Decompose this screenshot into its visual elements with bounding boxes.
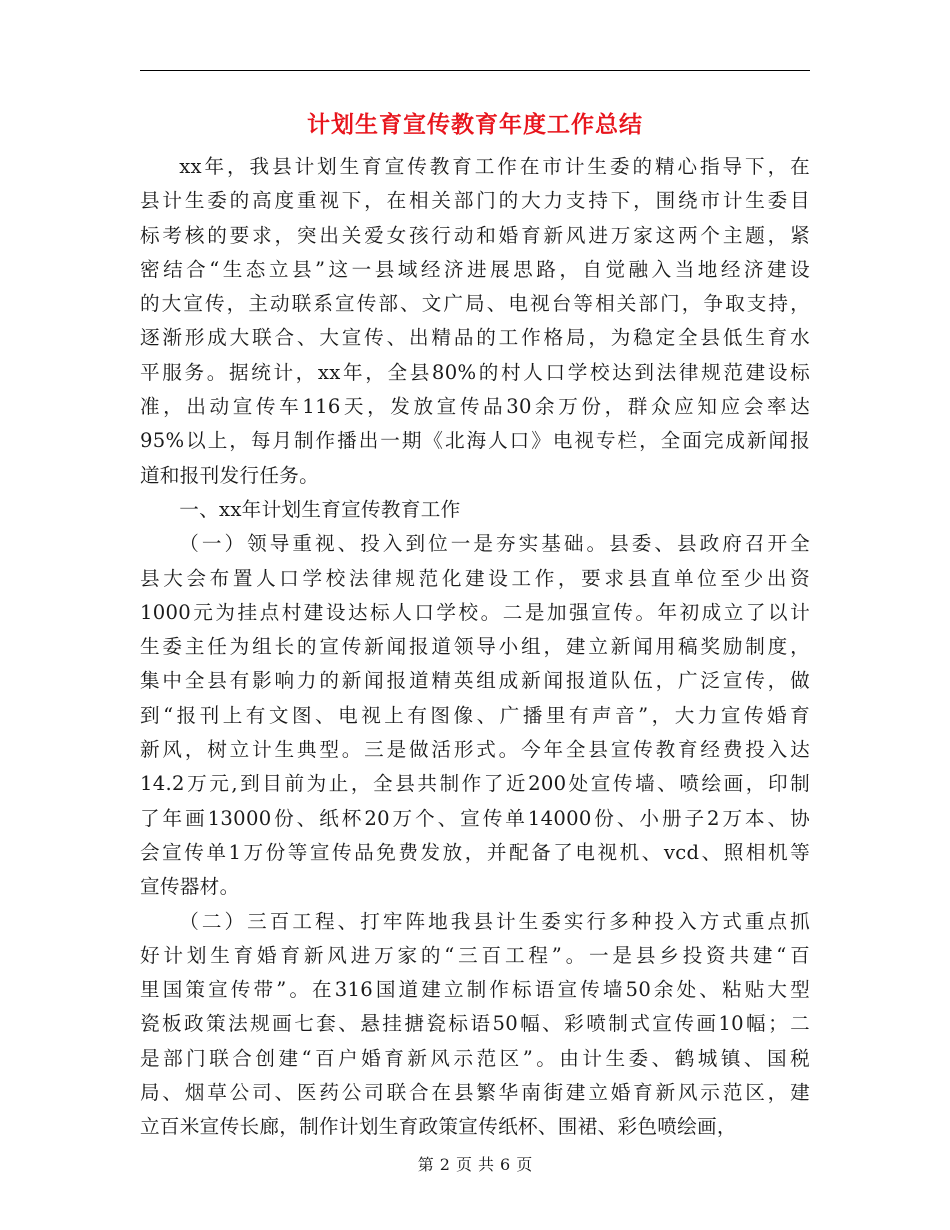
text-line: （一）领导重视、投入到位一是夯实基础。县委、县政府召开全 (179, 532, 810, 556)
text-line: 新风，树立计生典型。三是做活形式。今年全县宣传教育经费投入达 (140, 738, 810, 762)
footer-prefix: 第 (417, 1155, 434, 1174)
text-line: 准，出动宣传车116天，发放宣传品30余万份，群众应知应会率达 (140, 395, 810, 419)
page-footer (140, 1153, 810, 1177)
text-line: 立百米宣传长廊，制作计划生育政策宣传纸杯、围裙、彩色喷绘画， (140, 1115, 737, 1139)
text-line: 了年画13000份、纸杯20万个、宣传单14000份、小册子2万本、协 (140, 806, 810, 830)
text-line: 宣传器材。 (140, 875, 240, 899)
text-line: 局、烟草公司、医药公司联合在县繁华南街建立婚育新风示范区，建 (140, 1081, 810, 1105)
text-line: 平服务。据统计，xx年，全县80%的村人口学校达到法律规范建设标 (140, 360, 810, 384)
text-line: xx年，我县计划生育宣传教育工作在市计生委的精心指导下，在 (179, 155, 810, 178)
text-line: 县计生委的高度重视下，在相关部门的大力支持下，围绕市计生委目 (140, 189, 810, 213)
paragraph-section-1-2 (140, 905, 810, 1145)
text-line: 生委主任为组长的宣传新闻报道领导小组，建立新闻用稿奖励制度， (140, 635, 810, 659)
header-rule (140, 70, 810, 71)
paragraph-section-1-1 (140, 527, 810, 904)
footer-current-page: 2 (439, 1155, 450, 1174)
text-line: 的大宣传，主动联系宣传部、文广局、电视台等相关部门，争取支持， (140, 292, 810, 316)
text-line: 是部门联合创建“百户婚育新风示范区”。由计生委、鹤城镇、国税 (140, 1046, 810, 1070)
text-line: 1000元为挂点村建设达标人口学校。二是加强宣传。年初成立了以计 (140, 600, 810, 624)
text-line: 密结合“生态立县”这一县域经济进展思路，自觉融入当地经济建设 (140, 257, 810, 281)
text-line: 14.2万元,到目前为止，全县共制作了近200处宣传墙、喷绘画，印制 (140, 772, 810, 796)
text-line: 95%以上，每月制作播出一期《北海人口》电视专栏，全面完成新闻报 (140, 429, 810, 453)
footer-total-label: 共 (478, 1155, 495, 1174)
text-line: 瓷板政策法规画七套、悬挂搪瓷标语50幅、彩喷制式宣传画10幅；二 (140, 1012, 810, 1036)
document-body (140, 150, 810, 1145)
text-line: 一、xx年计划生育宣传教育工作 (179, 497, 461, 521)
section-heading-1 (140, 493, 810, 527)
paragraph-intro (140, 150, 810, 493)
text-line: 标考核的要求，突出关爱女孩行动和婚育新风进万家这两个主题，紧 (140, 223, 810, 247)
text-line: 会宣传单1万份等宣传品免费发放，并配备了电视机、vcd、照相机等 (140, 840, 810, 864)
text-line: 好计划生育婚育新风进万家的“三百工程”。一是县乡投资共建“百 (140, 943, 810, 967)
footer-page-label: 页 (455, 1155, 472, 1174)
document-title: 计划生育宣传教育年度工作总结 (307, 112, 643, 138)
text-line: （二）三百工程、打牢阵地我县计生委实行多种投入方式重点抓 (179, 909, 810, 933)
footer-total-pages: 6 (500, 1155, 511, 1174)
text-line: 县大会布置人口学校法律规范化建设工作，要求县直单位至少出资 (140, 566, 810, 590)
text-line: 里国策宣传带”。在316国道建立制作标语宣传墙50余处、粘贴大型 (140, 978, 810, 1002)
text-line: 逐渐形成大联合、大宣传、出精品的工作格局，为稳定全县低生育水 (140, 326, 810, 350)
footer-suffix: 页 (516, 1155, 533, 1174)
text-line: 到“报刊上有文图、电视上有图像、广播里有声音”，大力宣传婚育 (140, 703, 810, 727)
text-line: 道和报刊发行任务。 (140, 463, 320, 487)
text-line: 集中全县有影响力的新闻报道精英组成新闻报道队伍，广泛宣传，做 (140, 669, 810, 693)
